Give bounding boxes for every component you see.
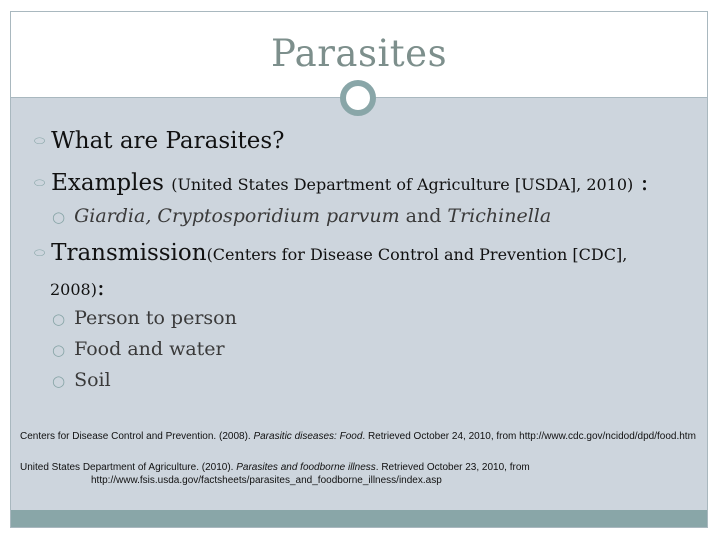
organism-name-trichinella: Trichinella xyxy=(447,205,552,227)
and-text: and xyxy=(399,205,448,227)
transmission-source-year: 2008) xyxy=(50,280,97,299)
transmission-source: (Centers for Disease Control and Prevention [CDC], xyxy=(206,245,628,264)
reference-cdc-title: Parasitic diseases: Food xyxy=(253,431,363,442)
sub-bullet-soil xyxy=(52,369,111,391)
sub-bullet-food-and-water xyxy=(52,338,225,360)
transmission-colon: : xyxy=(96,275,105,301)
bullet-what-are-parasites xyxy=(34,128,284,154)
examples-colon: : xyxy=(633,170,649,196)
bullet-text: What are Parasites? xyxy=(51,128,285,154)
ring-bullet-icon: ○ xyxy=(52,372,66,390)
ring-bullet-icon: ○ xyxy=(52,341,66,359)
sub-bullet-text: Soil xyxy=(74,369,111,391)
ring-bullet-icon: ○ xyxy=(52,208,66,226)
bullet-examples xyxy=(34,170,648,196)
sub-bullet-text: Person to person xyxy=(74,307,237,329)
reference-usda-retrieval: . Retrieved October 23, 2010, from xyxy=(375,462,530,473)
reference-usda-url: http://www.fsis.usda.gov/factsheets/parasites_and_foodborne_illness/index.asp xyxy=(91,475,442,486)
reference-cdc-retrieval: . Retrieved October 24, 2010, from http://www.cdc.gov/ncidod/dpd/food.htm xyxy=(362,431,696,442)
reference-usda-title: Parasites and foodborne illness xyxy=(236,462,376,473)
transmission-source-continued xyxy=(50,275,105,301)
sub-bullet-examples-list xyxy=(52,205,551,227)
lens-bullet-icon: ⬭ xyxy=(34,246,46,261)
slide-title: Parasites xyxy=(270,32,448,75)
reference-cdc-author: Centers for Disease Control and Prevention. (2008). xyxy=(20,431,254,442)
lens-bullet-icon: ⬭ xyxy=(34,134,46,149)
sub-bullet-text: Food and water xyxy=(74,338,225,360)
decorative-circle-icon xyxy=(340,80,376,116)
examples-source: (United States Department of Agriculture [USDA], 2010) xyxy=(171,175,634,194)
organism-names: Giardia, Cryptosporidium parvum xyxy=(74,205,400,227)
lens-bullet-icon: ⬭ xyxy=(34,176,46,191)
bullet-text: Transmission xyxy=(51,240,207,266)
ring-bullet-icon: ○ xyxy=(52,310,66,328)
reference-usda xyxy=(20,462,530,473)
bullet-transmission xyxy=(34,240,627,266)
slide xyxy=(10,11,708,528)
footer-bar xyxy=(11,510,707,527)
reference-cdc xyxy=(20,431,696,442)
content-area xyxy=(11,98,707,512)
sub-bullet-person-to-person xyxy=(52,307,237,329)
reference-usda-author: United States Department of Agriculture. (2010). xyxy=(20,462,237,473)
bullet-text: Examples xyxy=(51,170,164,196)
